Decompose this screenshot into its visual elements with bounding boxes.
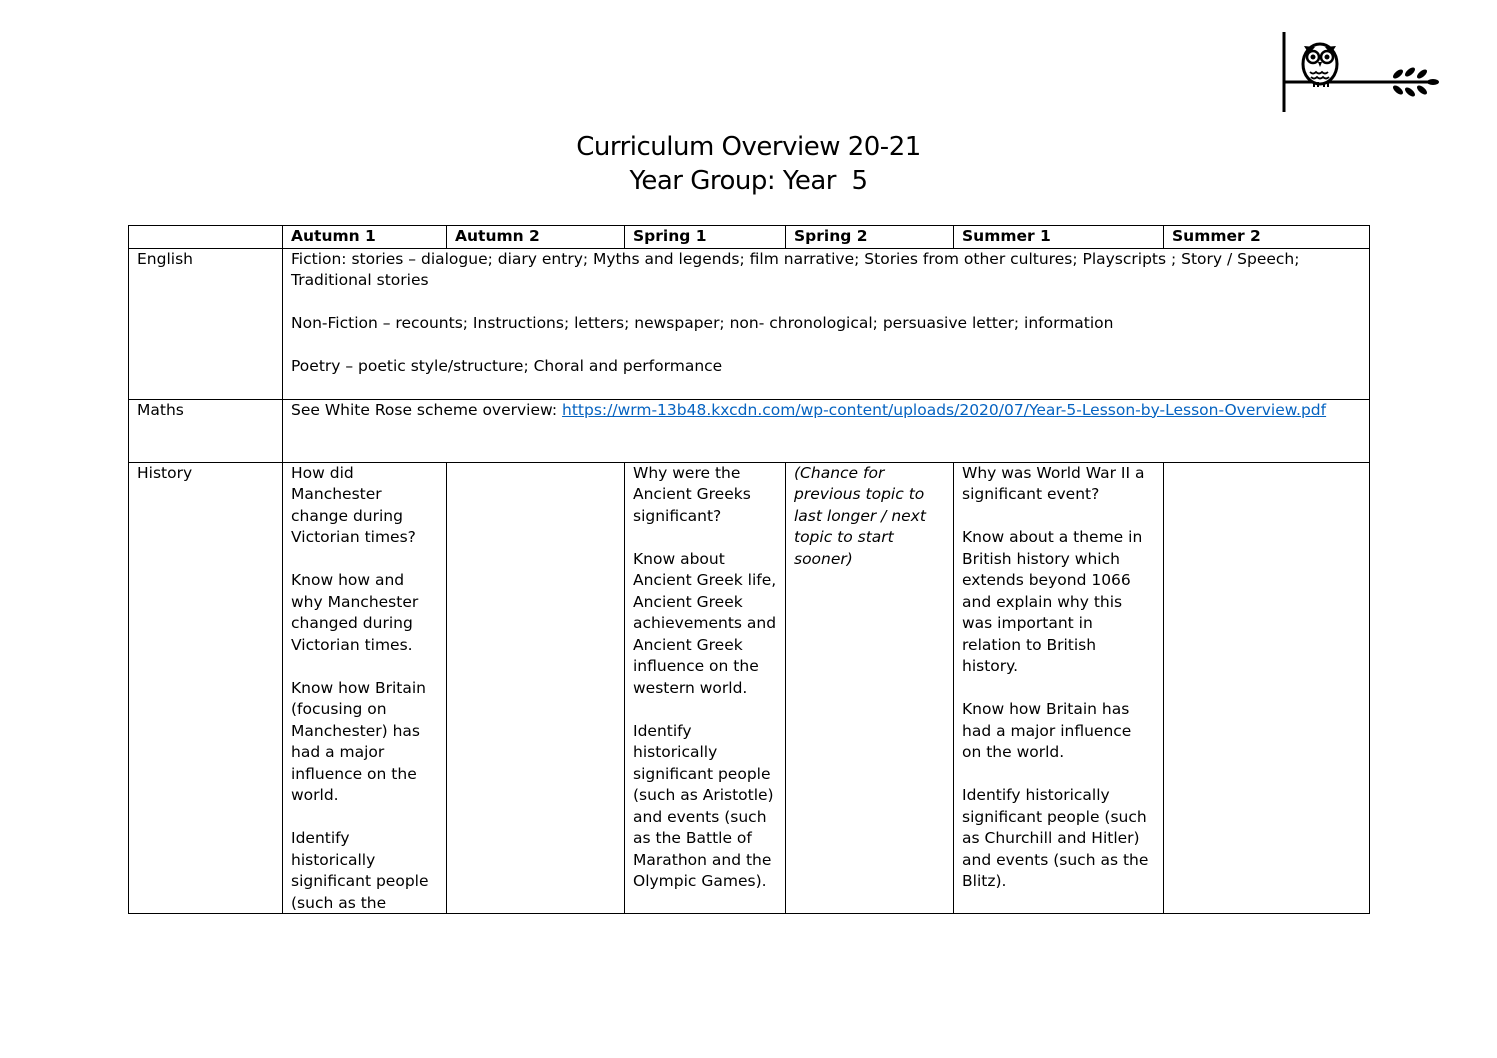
history-autumn1-point-1: Know how and why Manchester changed during Victorian times.	[291, 571, 419, 654]
history-spring1-point-2: Identify historically significant people (such as Aristotle) and events (such as the Battle of Marathon and the Olympic Games).	[633, 721, 774, 890]
history-spring-1	[625, 462, 786, 913]
english-content	[283, 248, 1370, 399]
history-summer1-point-1: Know about a theme in British history which extends beyond 1066 and explain why this was important in relation to British history.	[962, 528, 1143, 675]
document-title	[0, 130, 1497, 198]
white-rose-link[interactable]: https://wrm-13b48.kxcdn.com/wp-content/uploads/2020/07/Year-5-Lesson-by-Lesson-Overview.pdf	[562, 400, 1327, 419]
english-poetry: Poetry – poetic style/structure; Choral and performance	[291, 357, 723, 375]
history-spring1-question: Why were the Ancient Greeks significant?	[633, 463, 751, 525]
owl-on-branch-icon	[1280, 30, 1440, 114]
history-autumn1-question: How did Manchester change during Victorian times?	[291, 463, 416, 546]
table-row-maths	[129, 399, 1370, 462]
history-spring2-note: (Chance for previous topic to last longer / next topic to start sooner)	[794, 463, 926, 568]
english-fiction: Fiction: stories – dialogue; diary entry; Myths and legends; film narrative; Stories from other cultures; Playscripts ; Story / Speech; Traditional stories	[291, 249, 1300, 289]
column-header-subject	[129, 226, 283, 249]
column-header-summer-2: Summer 2	[1164, 226, 1370, 249]
history-autumn1-point-2: Know how Britain (focusing on Manchester) has had a major influence on the world.	[291, 678, 427, 804]
maths-text: See White Rose scheme overview:	[291, 400, 563, 419]
title-line-2: Year Group: Year 5	[629, 166, 868, 196]
column-header-autumn-2: Autumn 2	[447, 226, 625, 249]
history-autumn-2	[447, 462, 625, 913]
history-spring-2	[786, 462, 954, 913]
history-summer1-question: Why was World War II a significant event?	[962, 463, 1145, 503]
column-header-spring-1: Spring 1	[625, 226, 786, 249]
history-spring1-point-1: Know about Ancient Greek life, Ancient Greek achievements and Ancient Greek influence on the western world.	[633, 549, 777, 697]
history-summer-2	[1164, 462, 1370, 913]
english-nonfiction: Non-Fiction – recounts; Instructions; letters; newspaper; non- chronological; persuasive letter; information	[291, 314, 1114, 332]
subject-maths: Maths	[129, 399, 283, 462]
subject-english: English	[129, 248, 283, 399]
curriculum-table	[128, 225, 1370, 914]
history-summer1-point-2: Know how Britain has had a major influence on the world.	[962, 700, 1132, 761]
column-header-autumn-1: Autumn 1	[283, 226, 447, 249]
history-summer1-point-3: Identify historically significant people (such as Churchill and Hitler) and events (such as the Blitz).	[962, 786, 1149, 890]
column-header-spring-2: Spring 2	[786, 226, 954, 249]
table-row-english	[129, 248, 1370, 399]
header-row	[129, 226, 1370, 249]
column-header-summer-1: Summer 1	[954, 226, 1164, 249]
maths-content	[283, 399, 1370, 462]
subject-history: History	[129, 462, 283, 913]
table-row-history	[129, 462, 1370, 913]
history-autumn1-point-3: Identify historically significant people (such as the	[291, 829, 429, 912]
title-line-1: Curriculum Overview 20-21	[576, 132, 921, 162]
history-summer-1	[954, 462, 1164, 913]
history-autumn-1	[283, 462, 447, 913]
